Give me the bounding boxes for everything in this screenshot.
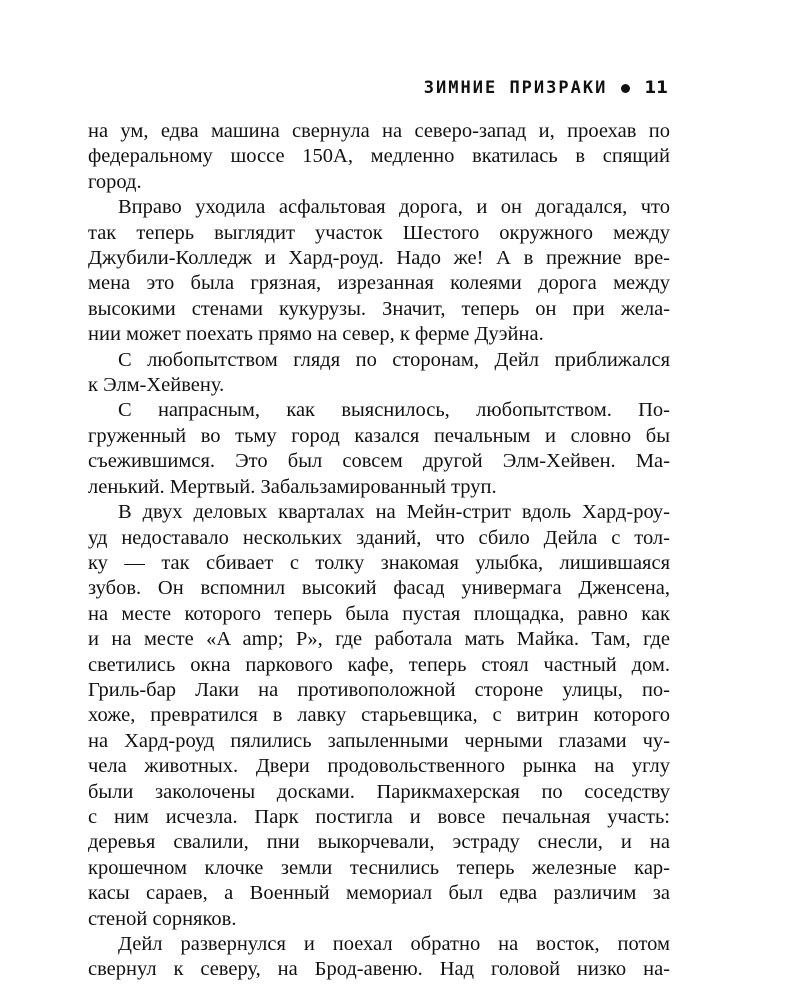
text-line: зубов. Он вспомнил высокий фасад универмага Дженсена, bbox=[88, 577, 670, 600]
text-line: нии может поехать прямо на север, к ферме Дуэйна. bbox=[88, 323, 544, 346]
page-number: 11 bbox=[644, 78, 668, 98]
text-line: Гриль-бар Лаки на противоположной стороне улицы, по- bbox=[88, 678, 670, 701]
text-line: В двух деловых кварталах на Мейн-стрит вдоль Хард-роу- bbox=[118, 501, 670, 524]
text-line: светились окна паркового кафе, теперь стоял частный дом. bbox=[88, 653, 670, 676]
text-line: на ум, едва машина свернула на северо-запад и, проехав по bbox=[88, 120, 670, 142]
text-line: Вправо уходила асфальтовая дорога, и он догадался, что bbox=[118, 196, 670, 219]
text-line: высокими стенами кукурузы. Значит, теперь он при жела- bbox=[88, 297, 670, 320]
text-line: с ним исчезла. Парк постигла и вовсе печальная участь: bbox=[88, 805, 670, 828]
running-header bbox=[424, 78, 668, 98]
text-line: город. bbox=[88, 170, 142, 193]
text-line: так теперь выглядит участок Шестого окружного между bbox=[88, 221, 670, 244]
text-line: касы сараев, а Военный мемориал был едва различим за bbox=[88, 882, 670, 905]
bullet-icon bbox=[621, 84, 630, 93]
text-line: съежившимся. Это был совсем другой Элм-Хейвен. Ма- bbox=[88, 450, 670, 473]
text-line: С любопытством глядя по сторонам, Дейл приближался bbox=[118, 348, 670, 371]
text-line: ку — так сбивает с толку знакомая улыбка, лишившаяся bbox=[88, 551, 670, 574]
text-line: на месте которого теперь была пустая площадка, равно как bbox=[88, 602, 670, 625]
text-line: крошечном клочке земли теснились теперь железные кар- bbox=[88, 856, 670, 879]
text-line: к Элм-Хейвену. bbox=[88, 374, 225, 397]
text-line: ленький. Мертвый. Забальзамированный труп. bbox=[88, 475, 497, 498]
body-text bbox=[88, 119, 670, 983]
text-line: чела животных. Двери продовольственного рынка на углу bbox=[88, 755, 670, 778]
text-line: груженный во тьму город казался печальным и словно бы bbox=[88, 424, 670, 447]
text-line: Джубили-Колледж и Хард-роуд. Надо же! А в прежние вре- bbox=[88, 247, 670, 270]
book-title: ЗИМНИЕ ПРИЗРАКИ bbox=[423, 78, 608, 98]
text-line: Дейл развернулся и поехал обратно на восток, потом bbox=[118, 933, 670, 955]
text-line: уд недоставало нескольких зданий, что сбило Дейла с тол- bbox=[88, 526, 670, 549]
text-line: свернул к северу, на Брод-авеню. Над головой низко на- bbox=[88, 958, 670, 981]
text-line: и на месте «A amp; P», где работала мать Майка. Там, где bbox=[88, 628, 670, 651]
text-line: хоже, превратился в лавку старьевщика, с витрин которого bbox=[88, 704, 670, 727]
text-line: С напрасным, как выяснилось, любопытством. По- bbox=[118, 399, 670, 422]
text-line: мена это была грязная, изрезанная колеями дорога между bbox=[88, 272, 670, 295]
text-line: федеральному шоссе 150А, медленно вкатилась в спящий bbox=[88, 145, 670, 168]
text-line: были заколочены досками. Парикмахерская по соседству bbox=[88, 780, 670, 803]
text-line: стеной сорняков. bbox=[88, 907, 237, 930]
text-line: на Хард-роуд пялились запыленными черными глазами чу- bbox=[88, 729, 670, 752]
text-line: деревья свалили, пни выкорчевали, эстраду снесли, и на bbox=[88, 831, 670, 854]
